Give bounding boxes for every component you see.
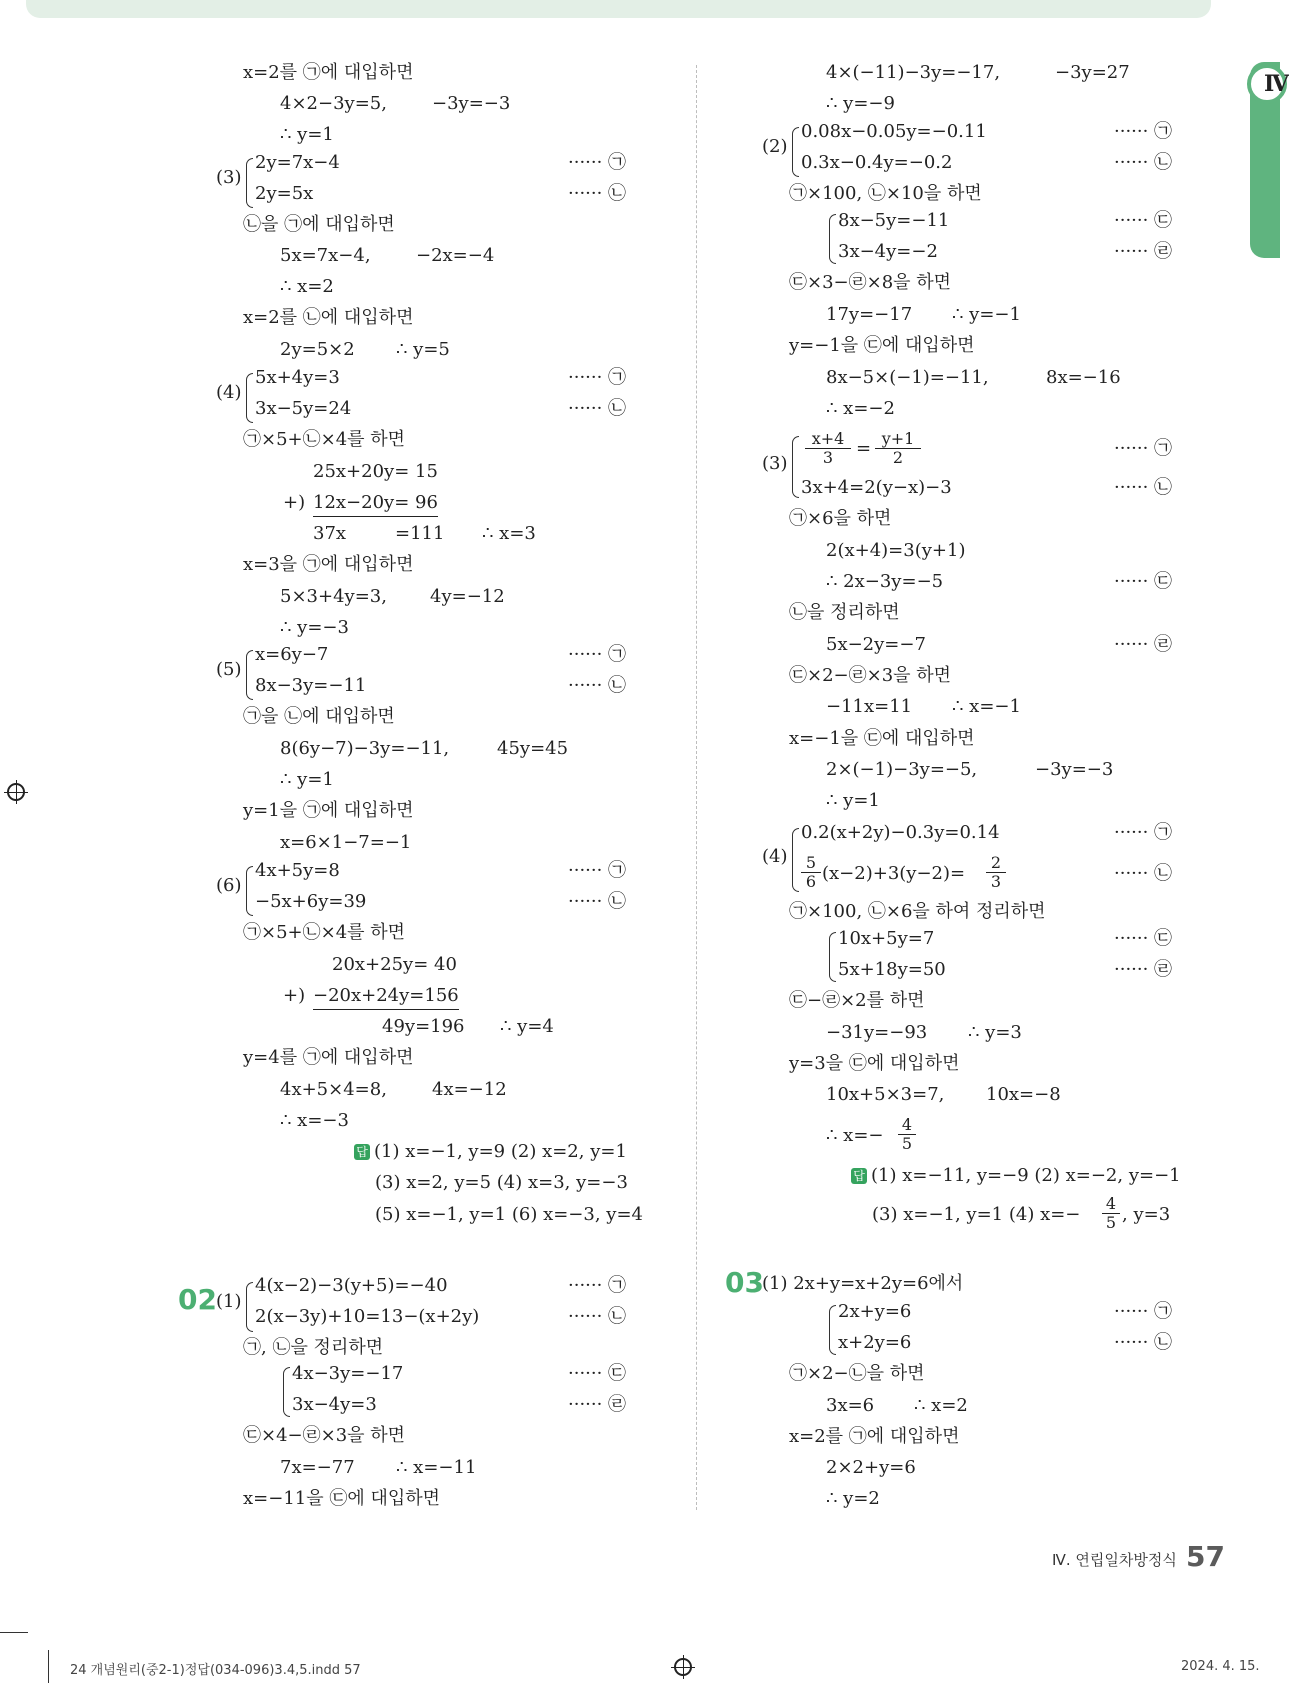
text-line: ∴ y=3 [968,1022,1022,1043]
problem-number: (6) [216,875,242,896]
answer-line [851,1164,1181,1188]
equation-marker: ······ ㉣ [1114,241,1173,262]
equation-marker: ······ ㉠ [568,152,627,173]
fraction-numerator: 4 [898,1116,916,1135]
system-brace [829,932,836,982]
equation-marker: ······ ㉢ [568,1363,627,1384]
answer-text: (3) x=2, y=5 (4) x=3, y=−3 [375,1172,628,1193]
registration-mark-icon [7,783,25,801]
equation: 2y=5x [255,183,314,204]
text-line: ∴ 2x−3y=−5 [826,571,944,592]
text-line: ㉡을 ㉠에 대입하면 [243,214,395,235]
text-line: ∴ y=−3 [280,617,349,638]
system-brace [246,866,253,916]
footer-date: 2024. 4. 15. [1181,1659,1260,1674]
equation: x=6y−7 [255,644,329,665]
fraction [801,854,821,891]
fraction [1102,1195,1120,1232]
system-brace [246,373,253,423]
text-line: ㉠×2−㉡을 하면 [789,1363,925,1384]
fraction-denominator: 6 [805,872,817,891]
text-line: x=2를 ㉡에 대입하면 [243,307,414,328]
text-line: ㉠×100, ㉡×6을 하여 정리하면 [789,901,1046,922]
text-line: ∴ y=1 [280,769,334,790]
text-line: 10x=−8 [986,1084,1061,1105]
answer-badge: 답 [851,1168,867,1184]
text-line: ㉠×6을 하면 [789,508,892,529]
system-brace [246,158,253,208]
text-line: 2y=5×2 [280,339,355,360]
problem-02-number: 02 [178,1283,217,1316]
text-line: ㉡을 정리하면 [789,602,900,623]
equation: 4x−3y=−17 [292,1363,404,1384]
equation: 8x−3y=−11 [255,675,367,696]
text-line: y=1을 ㉠에 대입하면 [243,800,414,821]
problem-number: (4) [762,846,788,867]
equation-marker: ······ ㉠ [1114,1301,1173,1322]
text-line: 2×(−1)−3y=−5, [826,759,978,780]
system-brace [246,1282,253,1332]
equation-marker: ······ ㉡ [568,398,627,419]
fraction-numerator: 4 [1102,1195,1120,1214]
text-line: 7x=−77 [280,1457,355,1478]
text-line: ∴ x=2 [280,276,334,297]
text-line: ∴ y=5 [396,339,450,360]
text-line: ㉢−㉣×2를 하면 [789,990,925,1011]
text-line: 8x−5×(−1)=−11, [826,367,989,388]
equation-marker: ······ ㉡ [1114,1332,1173,1353]
text-line: ㉢×3−㉣×8을 하면 [789,272,952,293]
footer-filename: 24 개념원리(중2-1)정답(034-096)3.4,5.indd 57 [70,1663,361,1678]
equation: 0.2(x+2y)−0.3y=0.14 [801,822,1000,843]
equation: 2x+y=6 [838,1301,912,1322]
elimination-line: 20x+25y= 40 [332,954,457,975]
text-line: 4×(−11)−3y=−17, [826,62,1001,83]
fraction [875,430,921,467]
text-line: ∴ y=−9 [826,93,895,114]
answer-text: (3) x=−1, y=1 (4) x=− [872,1204,1081,1225]
text-line: −3y=27 [1055,62,1130,83]
equation: 5x+4y=3 [255,367,340,388]
column-divider [696,65,697,1510]
text-line: x=2를 ㉠에 대입하면 [789,1426,960,1447]
equation-marker: ······ ㉡ [568,891,627,912]
text-line: ∴ x=−1 [952,696,1021,717]
problem-number: (5) [216,659,242,680]
equation: 4(x−2)−3(y+5)=−40 [255,1275,448,1296]
equation-marker: ······ ㉠ [568,367,627,388]
equation-marker: ······ ㉢ [1114,928,1173,949]
answer-badge: 답 [354,1144,370,1160]
fraction [986,854,1006,891]
crop-mark [0,1632,28,1633]
chapter-tab-badge [1247,64,1287,104]
text-line: 4×2−3y=5, [280,93,387,114]
answer-text: , y=3 [1122,1204,1171,1225]
equation: 10x+5y=7 [838,928,935,949]
text-line: ㉠×100, ㉡×10을 하면 [789,183,982,204]
text-line: x=3을 ㉠에 대입하면 [243,554,414,575]
elimination-result: 49y=196 [382,1016,465,1037]
fraction-denominator: 3 [990,872,1002,891]
text-line: 3x=6 [826,1395,875,1416]
text-line: 10x+5×3=7, [826,1084,945,1105]
text-line: 2(x+4)=3(y+1) [826,540,966,561]
equation-marker: ······ ㉡ [568,1306,627,1327]
top-header-bar [26,0,1211,18]
text-line: −3y=−3 [432,93,511,114]
fraction-denominator: 2 [892,448,904,467]
equation: 8x−5y=−11 [838,210,950,231]
fraction-denominator: 3 [822,448,834,467]
equation: 3x−4y=3 [292,1394,377,1415]
fraction-numerator: x+4 [805,430,851,449]
fraction [805,430,851,467]
equation-marker: ······ ㉣ [1114,634,1173,655]
equation-marker: ······ ㉠ [1114,121,1173,142]
fraction-denominator: 5 [1105,1213,1117,1232]
text-line: (1) 2x+y=x+2y=6에서 [762,1273,964,1294]
text-line: 4x+5×4=8, [280,1079,387,1100]
text-line: ∴ y=2 [826,1488,880,1509]
equation-marker: ······ ㉡ [1114,152,1173,173]
chapter-title: Ⅳ. 연립일차방정식 [1052,1551,1177,1569]
system-brace [829,1305,836,1355]
equation-marker: ······ ㉠ [1114,822,1173,843]
registration-mark-icon [674,1658,692,1676]
page-number: 57 [1186,1540,1225,1573]
equation: x+2y=6 [838,1332,912,1353]
text-line: 8(6y−7)−3y=−11, [280,738,450,759]
text-line: 5×3+4y=3, [280,586,387,607]
text-line: x=−1을 ㉢에 대입하면 [789,728,975,749]
text-line: ∴ x=−2 [826,398,895,419]
system-brace [792,127,799,177]
text-line: −11x=11 [826,696,913,717]
text-line: ㉢×2−㉣×3을 하면 [789,665,952,686]
equation-marker: ······ ㉡ [1114,863,1173,884]
text-line: ∴ y=1 [280,124,334,145]
text-line: x=2를 ㉠에 대입하면 [243,62,414,83]
chapter-tab-label: Ⅳ [1264,71,1289,97]
text-line: y=3을 ㉢에 대입하면 [789,1053,960,1074]
plus-sign: +) [283,985,306,1006]
text-line: 5x=7x−4, [280,245,371,266]
equation-marker: ······ ㉡ [568,675,627,696]
equation: 0.08x−0.05y=−0.11 [801,121,987,142]
text-line: 4x=−12 [432,1079,507,1100]
text-line: 4y=−12 [430,586,505,607]
system-brace [246,650,253,700]
equation-marker: ······ ㉡ [568,183,627,204]
equals-sign: = [856,438,872,459]
equation: 0.3x−0.4y=−0.2 [801,152,953,173]
equation: 5x+18y=50 [838,959,946,980]
text-line: −3y=−3 [1035,759,1114,780]
text-line: −2x=−4 [416,245,495,266]
answer-line [354,1140,627,1164]
elimination-result: ∴ x=3 [482,523,536,544]
system-brace [283,1367,290,1417]
text-line: ∴ y=−1 [952,304,1021,325]
system-brace [792,436,799,498]
equation: (x−2)+3(y−2)= [822,863,966,884]
equation-marker: ······ ㉠ [568,644,627,665]
text-line: ㉠을 ㉡에 대입하면 [243,706,395,727]
plus-sign: +) [283,492,306,513]
fraction-numerator: y+1 [875,430,921,449]
elimination-line: −20x+24y=156 [313,984,459,1010]
problem-number: (4) [216,382,242,403]
fraction-numerator: 5 [801,854,821,873]
equation-marker: ······ ㉠ [1114,438,1173,459]
fraction [898,1116,916,1153]
equation: 3x−5y=24 [255,398,352,419]
text-line: −31y=−93 [826,1022,928,1043]
elimination-line: 12x−20y= 96 [313,491,438,517]
equation-marker: ······ ㉣ [568,1394,627,1415]
answer-text: (1) x=−1, y=9 (2) x=2, y=1 [374,1141,627,1162]
text-line: 8x=−16 [1046,367,1121,388]
fraction-numerator: 2 [986,854,1006,873]
problem-03-number: 03 [725,1266,764,1299]
elimination-result: 37x [313,523,347,544]
elimination-result: ∴ y=4 [500,1016,554,1037]
text-line: 45y=45 [497,738,569,759]
text-line: ㉠×5+㉡×4를 하면 [243,429,406,450]
text-line: y=−1을 ㉢에 대입하면 [789,335,975,356]
equation: 2(x−3y)+10=13−(x+2y) [255,1306,480,1327]
problem-number: (2) [762,136,788,157]
system-brace [792,828,799,892]
elimination-result: =111 [395,523,445,544]
problem-number: (3) [216,167,242,188]
equation-marker: ······ ㉢ [1114,210,1173,231]
text-line: ㉢×4−㉣×3을 하면 [243,1425,406,1446]
system-brace [829,214,836,264]
elimination-line: 25x+20y= 15 [313,461,438,482]
answer-text: (5) x=−1, y=1 (6) x=−3, y=4 [375,1204,643,1225]
text-line: x=−11을 ㉢에 대입하면 [243,1488,440,1509]
equation-marker: ······ ㉣ [1114,959,1173,980]
text-line: ∴ x=− [826,1125,884,1146]
answer-text: (1) x=−11, y=−9 (2) x=−2, y=−1 [871,1165,1181,1186]
text-line: ∴ x=−11 [396,1457,477,1478]
text-line: ㉠×5+㉡×4를 하면 [243,922,406,943]
equation-marker: ······ ㉠ [568,860,627,881]
text-line: 2×2+y=6 [826,1457,916,1478]
equation-marker: ······ ㉠ [568,1275,627,1296]
problem-number: (1) [216,1291,242,1312]
text-line: ㉠, ㉡을 정리하면 [243,1337,384,1358]
equation-marker: ······ ㉢ [1114,571,1173,592]
equation: 3x−4y=−2 [838,241,938,262]
text-line: 5x−2y=−7 [826,634,926,655]
problem-number: (3) [762,453,788,474]
equation: −5x+6y=39 [255,891,367,912]
text-line: ∴ x=2 [914,1395,968,1416]
equation: 2y=7x−4 [255,152,340,173]
fraction-denominator: 5 [901,1134,913,1153]
text-line: 17y=−17 [826,304,913,325]
equation: 4x+5y=8 [255,860,340,881]
equation-marker: ······ ㉡ [1114,477,1173,498]
text-line: x=6×1−7=−1 [280,832,412,853]
text-line: ∴ x=−3 [280,1110,349,1131]
crop-mark [48,1650,49,1683]
text-line: ∴ y=1 [826,790,880,811]
equation: 3x+4=2(y−x)−3 [801,477,952,498]
text-line: y=4를 ㉠에 대입하면 [243,1047,414,1068]
